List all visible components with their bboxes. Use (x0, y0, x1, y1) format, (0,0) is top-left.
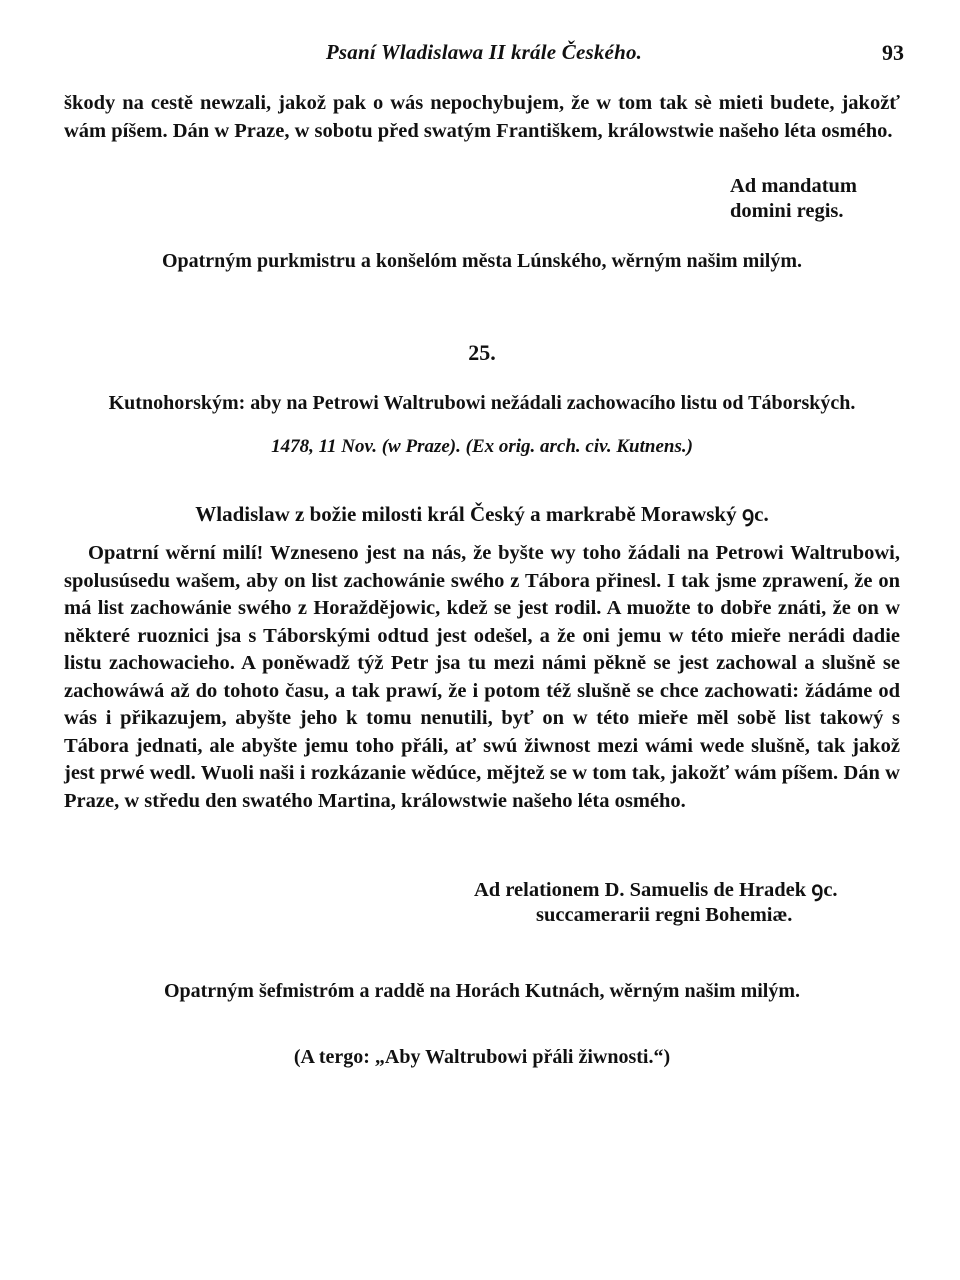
letter-number: 25. (468, 340, 496, 365)
letter-25-chancery-note (474, 878, 838, 928)
letter-24-closing-text: škody na cestě newzali, jakož pak o wás nepochybujem, že w tom tak sè mieti budete, jakožť wám píšem. Dán w Praze, w sobotu před swatým Františkem, králowstwie našeho léta osmého. (64, 92, 900, 142)
page-header (64, 40, 904, 80)
letter-25-body (64, 540, 900, 815)
a-tergo-note: (A tergo: „Aby Waltrubowi přáli žiwnosti.“) (293, 1046, 671, 1068)
chancery-note-line: Ad relationem D. Samuelis de Hradek ꝯc. (474, 879, 838, 901)
running-title: Psaní Wladislawa II krále Českého. (325, 40, 643, 64)
letter-salutation: Wladislaw z božie milosti král Český a markrabě Morawský ꝯc. (195, 502, 769, 526)
page-number: 93 (882, 40, 904, 65)
letter-body-text: Opatrní wěrní milí! Wzneseno jest na nás, že byšte wy toho žádali na Petrowi Waltrubowi, spolusúsedu wašem, aby on list zachowánie swého z Tábora přinesl. I tak jsme zprawení, že on má list zachowánie swého z Horaždějowic, kdež se jest rodil. A muožte to dobře znáti, že on w některé ruoznici jsa s Táborskými odtud jest odešel, a že oni jemu w této mieře nerádi dadie listu zachowacieho. A poněwadž týž Petr jsa tu mezi námi pěkně se jest zachowal a slušně se zachowáwá až do tohoto času, a tak prawí, že i potom též slušně se chce zachowati: žádáme od wás i přikazujem, abyšte jeho k tomu nenutili, byť on w této mieře měl sobě list takowý s Tábora jednati, ale abyšte jemu toho přáli, ať swú žiwnost mezi wámi wede slušně, tak jakož jest prwé wedl. Wuoli naši i rozkázanie wědúce, mějtež se w tom tak, jakožť wám píšem. Dán w Praze, w středu den swatého Martina, králowstwie našeho léta osmého. (64, 542, 900, 812)
chancery-note-line: domini regis. (730, 200, 844, 222)
letter-25-address: Opatrným šefmistróm a raddě na Horách Kutnách, wěrným našim milým. (163, 980, 801, 1002)
letter-24-chancery-note (730, 174, 857, 224)
letter-24-ending (64, 90, 900, 145)
chancery-note-line: Ad mandatum (730, 175, 858, 197)
chancery-note-line: succamerarii regni Bohemiæ. (536, 904, 793, 926)
letter-summary: Kutnohorským: aby na Petrowi Waltrubowi nežádali zachowacího listu od Táborských. (108, 392, 856, 414)
letter-24-address: Opatrným purkmistru a konšelóm města Lúnského, wěrným našim milým. (161, 250, 803, 272)
letter-dateline: 1478, 11 Nov. (w Praze). (Ex orig. arch. civ. Kutnens.) (271, 436, 693, 457)
